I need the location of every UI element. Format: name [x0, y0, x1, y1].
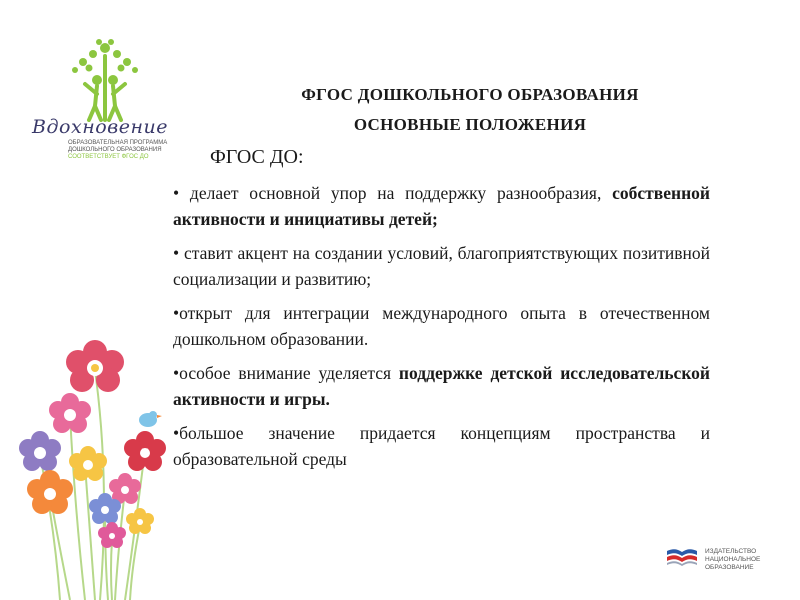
logo-wordmark: Вдохновение — [32, 116, 168, 138]
bullet-text: особое внимание уделяется — [179, 363, 399, 383]
bullet-marker: • — [173, 243, 180, 263]
bullet-text: ставит акцент на создании условий, благоприятствующих позитивной социализации и развитию; — [173, 243, 710, 289]
flower-yellow — [69, 446, 107, 481]
publisher-name — [705, 548, 760, 572]
page-title-line1: ФГОС ДОШКОЛЬНОГО ОБРАЗОВАНИЯ — [301, 85, 639, 104]
bird-icon — [139, 411, 162, 427]
book-flag-icon — [665, 545, 699, 571]
flowers-illustration — [0, 330, 175, 600]
publisher-line: НАЦИОНАЛЬНОЕ — [705, 556, 761, 563]
bullet-marker: • — [173, 423, 180, 443]
page-title-line2: ОСНОВНЫЕ ПОЛОЖЕНИЯ — [353, 115, 587, 134]
list-item — [173, 360, 710, 412]
logo-subtitle — [68, 140, 178, 161]
bullet-marker: • — [173, 363, 180, 383]
list-item — [173, 180, 710, 232]
publisher-line: ОБРАЗОВАНИЕ — [705, 564, 754, 571]
bullet-text: открыт для интеграции международного опыта в отечественном дошкольном образовании. — [173, 303, 710, 349]
flower-orange — [27, 470, 73, 514]
publisher-line: ИЗДАТЕЛЬСТВО — [705, 548, 757, 555]
bullet-text: делает основной упор на поддержку разнообразия, — [179, 183, 613, 203]
flower-pink — [49, 393, 91, 433]
list-item — [173, 420, 710, 472]
logo-sub-green: СООТВЕТСТВУЕТ ФГОС ДО — [68, 154, 149, 160]
page-subtitle: ФГОС ДО: — [210, 146, 304, 168]
flower-red-right — [124, 431, 166, 471]
vdokhnovenie-logo — [30, 36, 170, 176]
list-item — [173, 240, 710, 292]
bullet-list — [173, 180, 710, 480]
list-item — [173, 300, 710, 352]
flower-red-large — [66, 340, 124, 392]
flower-purple — [19, 431, 61, 471]
publisher-logo — [665, 545, 775, 575]
tree-people-icon — [55, 36, 155, 122]
logo-sub-line: ДОШКОЛЬНОГО ОБРАЗОВАНИЯ — [68, 147, 162, 153]
bullet-text: большое значение придается концепциям пространства и образовательной среды — [173, 423, 710, 469]
bullet-bold-text: собственной активности и инициативы детей; — [173, 183, 710, 229]
bullet-bold-text: поддержке детской исследовательской активности и игры. — [173, 363, 710, 409]
bullet-marker: • — [173, 183, 180, 203]
bullet-marker: • — [173, 303, 180, 323]
logo-sub-line: ОБРАЗОВАТЕЛЬНАЯ ПРОГРАММА — [68, 140, 168, 146]
flower-yellow-small — [126, 508, 154, 534]
